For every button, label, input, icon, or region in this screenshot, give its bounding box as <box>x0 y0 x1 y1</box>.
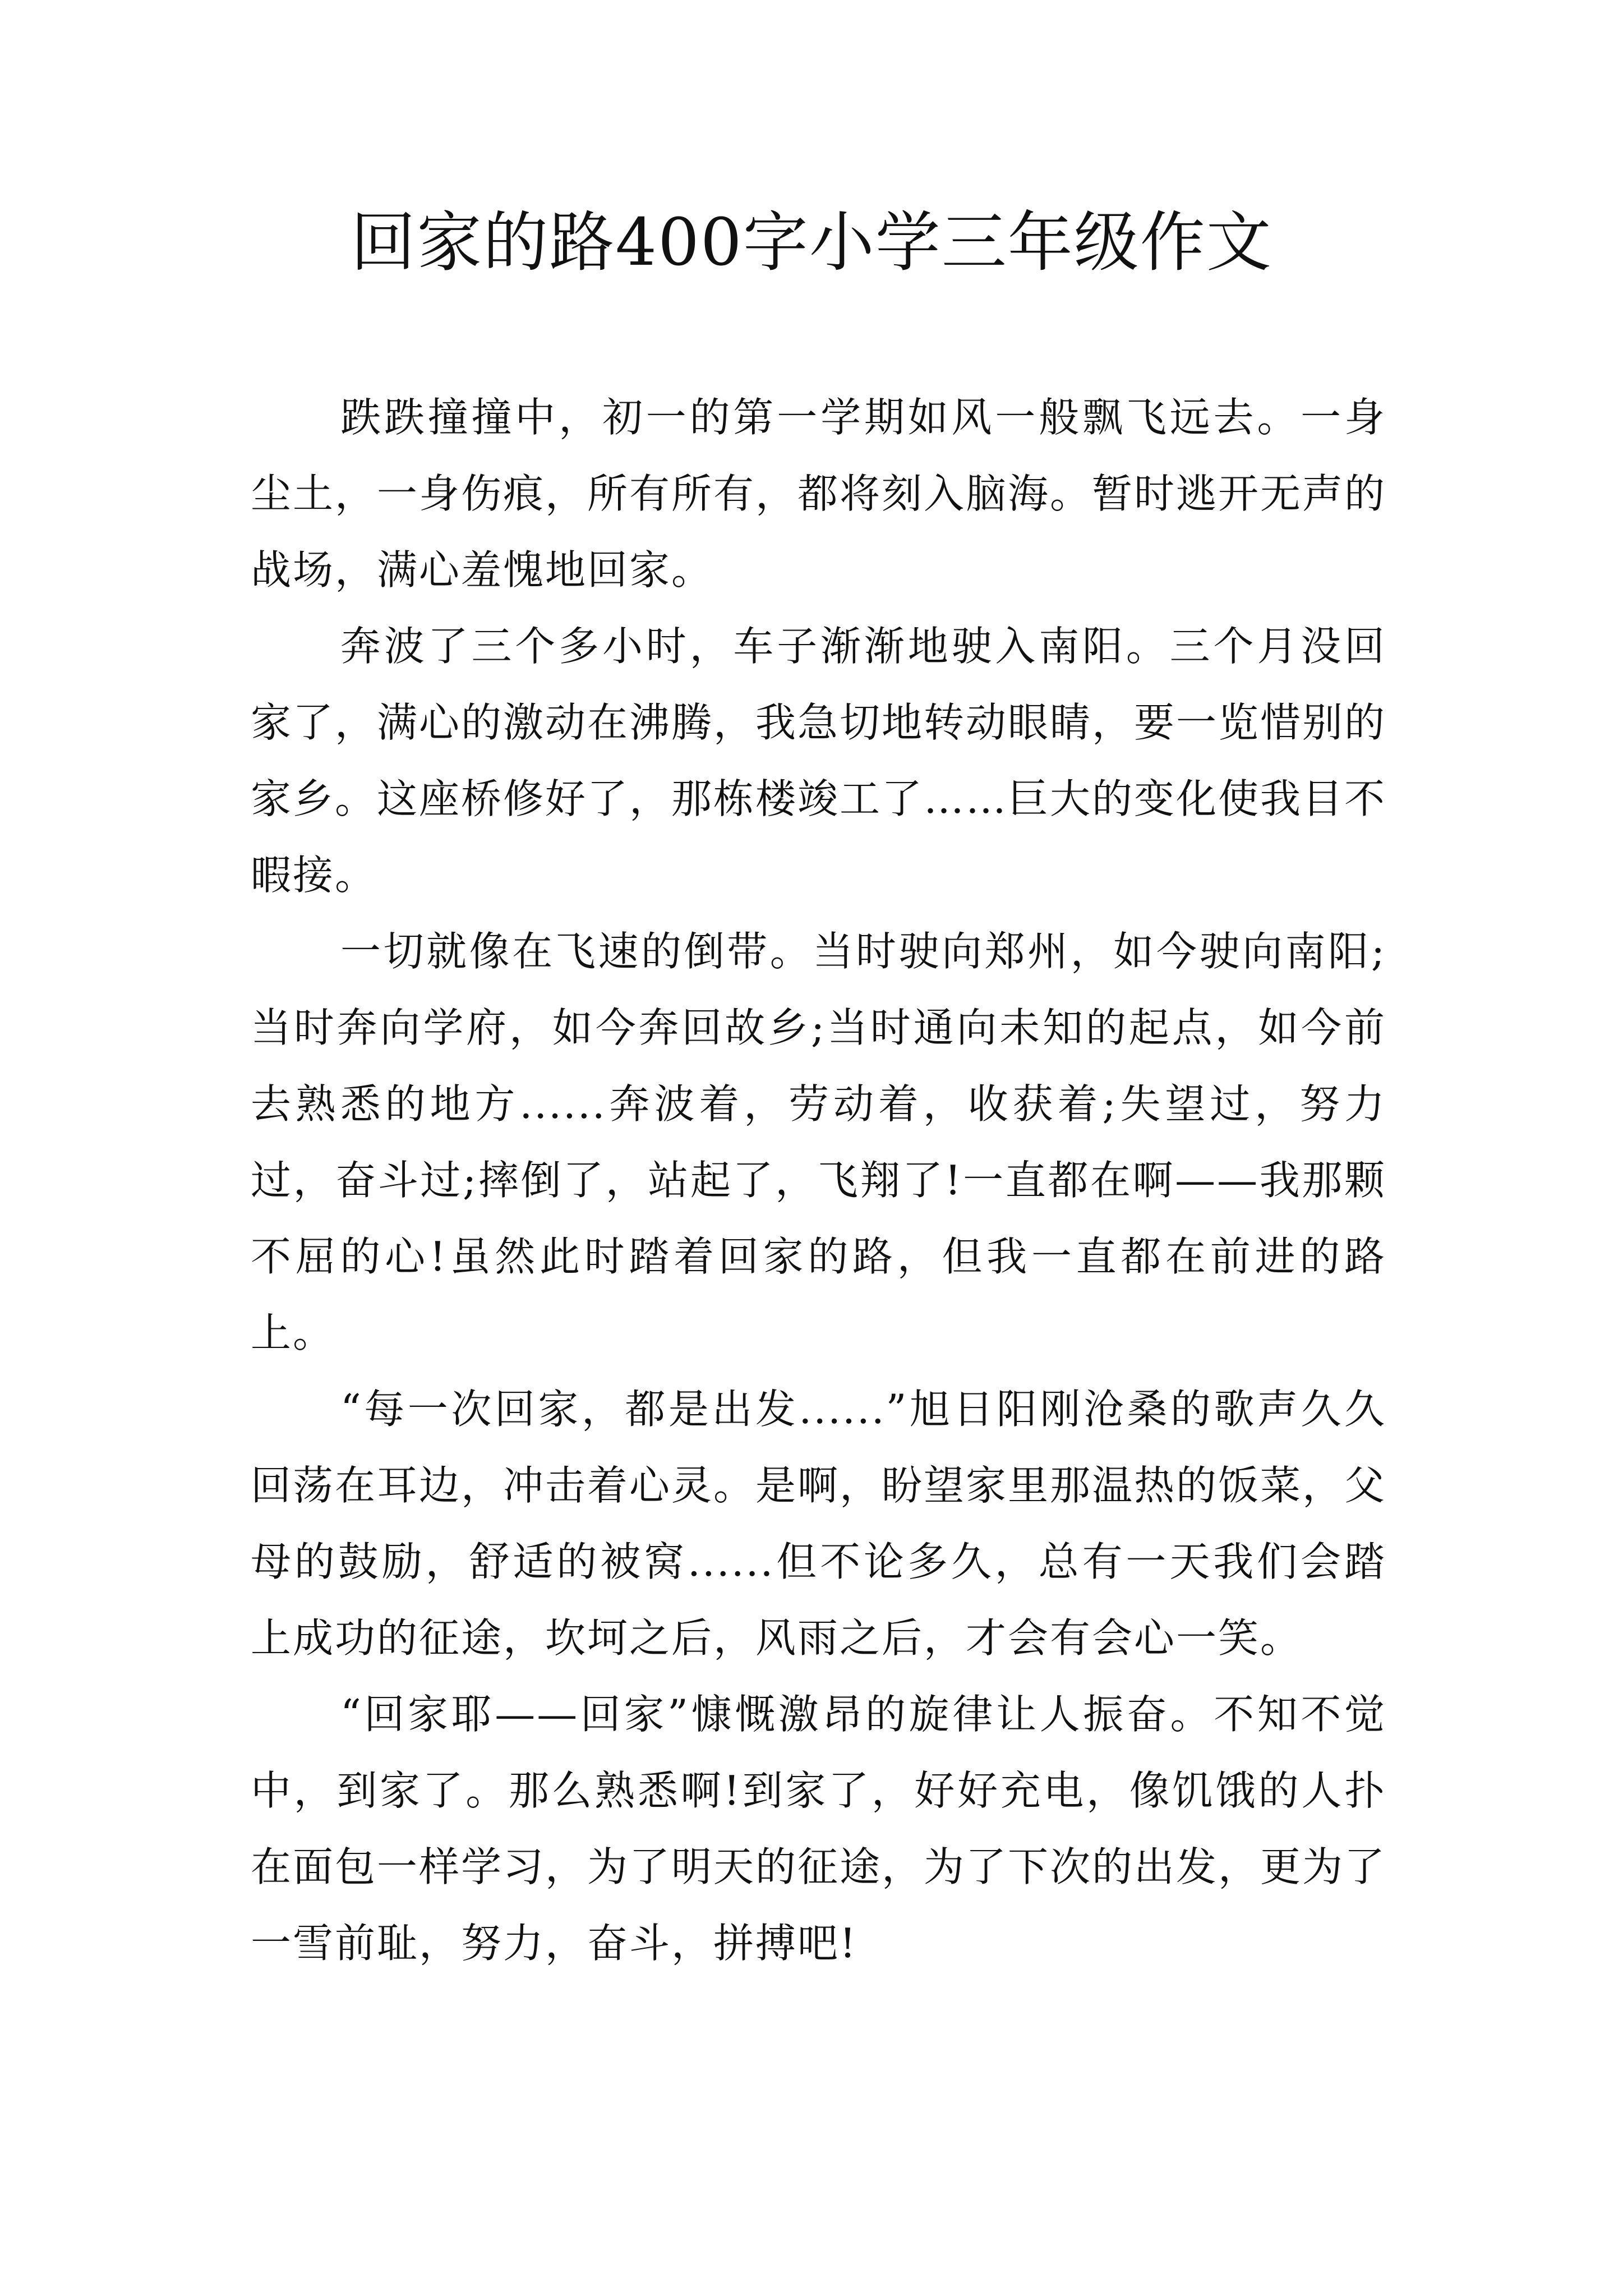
paragraph-5: “回家耶——回家”慷慨激昂的旋律让人振奋。不知不觉中，到家了。那么熟悉啊!到家了，好好充电，像饥饿的人扑在面包一样学习，为了明天的征途，为了下次的出发，更为了一雪前耻，努力，奋斗，拼搏吧! <box>251 1691 1387 1967</box>
page-title: 回家的路400字小学三年级作文 <box>351 205 1272 280</box>
paragraph-4: “每一次回家，都是出发......”旭日阳刚沧桑的歌声久久回荡在耳边，冲击着心灵。是啊，盼望家里那温热的饭菜，父母的鼓励，舒适的被窝......但不论多久，总有一天我们会踏上成功的征途，坎坷之后，风雨之后，才会有会心一笑。 <box>251 1386 1387 1662</box>
paragraph-1: 跌跌撞撞中，初一的第一学期如风一般飘飞远去。一身尘土，一身伤痕，所有所有，都将刻入脑海。暂时逃开无声的战场，满心羞愧地回家。 <box>251 394 1387 593</box>
paragraph-2: 奔波了三个多小时，车子渐渐地驶入南阳。三个月没回家了，满心的激动在沸腾，我急切地转动眼睛，要一览惜别的家乡。这座桥修好了，那栋楼竣工了……巨大的变化使我目不暇接。 <box>251 623 1387 899</box>
essay-body <box>251 379 1386 1981</box>
paragraph-3: 一切就像在飞速的倒带。当时驶向郑州，如今驶向南阳;当时奔向学府，如今奔回故乡;当时通向未知的起点，如今前去熟悉的地方......奔波着，劳动着，收获着;失望过，努力过，奋斗过;摔倒了，站起了，飞翔了!一直都在啊——我那颗不屈的心!虽然此时踏着回家的路，但我一直都在前进的路上。 <box>251 928 1386 1356</box>
